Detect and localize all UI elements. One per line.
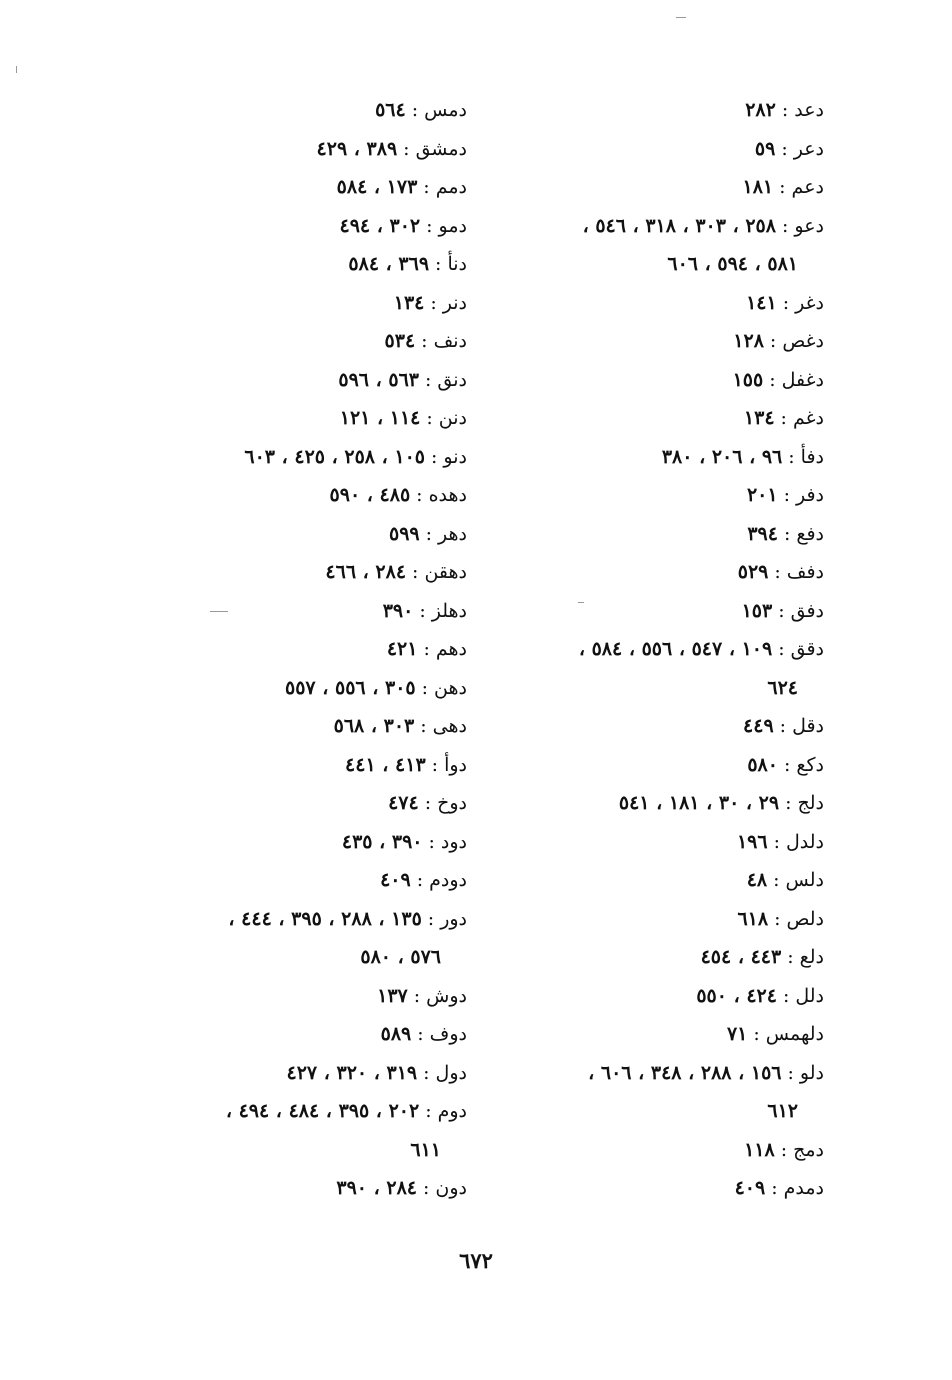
index-entry-continuation [127,1131,467,1170]
scan-mark [16,66,17,73]
index-entry-continuation [484,669,824,708]
entry-separator: : [420,715,427,737]
entry-root: دنأ [447,253,467,275]
entry-separator: : [785,792,792,814]
entry-separator: : [773,869,780,891]
entry-separator: : [779,715,787,737]
entry-root: دهر [438,522,467,545]
entry-root: دلس [785,869,824,891]
index-entry [484,630,824,669]
entry-pages: ٤٢١ [386,638,418,660]
entry-pages: ٥٦٤ [375,99,406,121]
entry-separator: : [782,291,790,314]
index-entry [127,823,467,862]
index-entry [127,207,467,246]
entry-pages: ٥٨٩ [380,1023,412,1045]
entry-root: دفق [790,599,824,622]
entry-root: دون [435,1177,467,1199]
entry-root: دنن [438,407,467,429]
entry-separator: : [421,676,429,699]
entry-root: دغص [782,330,824,352]
entry-root: دفع [796,522,824,545]
index-entry [127,553,467,592]
entry-separator: : [426,407,433,429]
entry-separator: : [783,484,790,506]
entry-root: دمس [424,99,467,121]
entry-separator: : [779,176,786,198]
entry-root: دنو [443,445,467,468]
entry-pages: ٦١٨ [737,907,769,930]
entry-pages: ٥٩٩ [389,522,420,545]
index-entry [484,438,824,477]
entry-separator: : [780,407,787,429]
entry-root: دول [435,1061,467,1084]
entry-separator: : [773,830,780,853]
entry-pages: ٦١١ [410,1138,441,1161]
entry-root: دوأ [444,753,467,776]
entry-pages: ٥٦٣ ، ٥٩٦ [338,368,419,391]
entry-pages: ٥٨١ ، ٥٩٤ ، ٦٠٦ [667,253,798,275]
entry-pages: ١٥٥ [732,368,764,391]
entry-root: دلع [799,946,824,968]
entry-pages: ١٣٧ [377,984,408,1007]
entry-root: دمدم [783,1177,824,1199]
entry-root: دغر [795,291,824,314]
index-entry [127,284,467,323]
entry-pages: ٩٦ ، ٢٠٦ ، ٣٨٠ [661,445,783,468]
entry-separator: : [428,830,435,853]
entry-separator: : [417,1023,424,1045]
entry-pages: ٥٣٤ [384,330,416,352]
entry-separator: : [421,330,428,352]
entry-pages: ٤٨ [746,869,768,891]
index-entry [484,938,824,977]
entry-pages: ٣٩٤ [747,522,778,545]
entry-separator: : [423,176,430,198]
scan-mark [578,602,584,603]
entry-separator: : [783,753,791,776]
entry-separator: : [416,484,423,506]
index-entry [484,900,824,939]
entry-root: دعد [794,99,824,121]
entry-separator: : [430,291,437,314]
entry-separator: : [423,1177,430,1199]
entry-root: دلدل [785,830,824,853]
index-entry [484,1131,824,1170]
entry-pages: ٢٨٤ ، ٤٦٦ [325,561,407,583]
entry-separator: : [769,368,776,391]
index-column-right [484,91,824,1208]
entry-root: دوش [426,984,467,1007]
index-entry [484,515,824,554]
entry-separator: : [435,253,442,275]
entry-separator: : [753,1023,760,1045]
index-entry [484,823,824,862]
entry-separator: : [788,445,795,468]
index-entry [127,1015,467,1054]
entry-root: دوخ [437,792,467,814]
entry-separator: : [424,368,432,391]
entry-pages: ٢٨٤ ، ٣٩٠ [336,1177,417,1199]
index-entry [127,1092,467,1131]
entry-separator: : [774,907,781,930]
entry-separator: : [426,214,433,237]
scan-mark [210,611,228,612]
entry-separator: : [787,1061,794,1084]
entry-pages: ١٤١ [746,291,777,314]
entry-separator: : [771,1177,778,1199]
index-entry [127,861,467,900]
index-entry [127,1054,467,1093]
entry-pages: ٤٢٤ ، ٥٥٠ [696,984,777,1007]
entry-root: دمم [435,176,467,198]
entry-root: دنر [442,291,467,314]
entry-pages: ٥٧٦ ، ٥٨٠ [360,946,441,968]
entry-separator: : [781,137,788,160]
index-entry [127,91,467,130]
index-entry [127,592,467,631]
entry-pages: ٥٩ [754,137,776,160]
entry-root: دهى [432,715,467,737]
index-entry [127,168,467,207]
index-entry [127,476,467,515]
entry-separator: : [782,984,790,1007]
entry-pages: ١٥٣ [741,599,773,622]
entry-pages: ٢٠١ [746,484,778,506]
entry-pages: ٤٧٤ [388,792,419,814]
entry-separator: : [423,1061,430,1084]
entry-separator: : [780,1138,788,1161]
entry-pages: ١١٨ [744,1138,775,1161]
index-entry [484,476,824,515]
entry-pages: ٢٠٢ ، ٣٩٥ ، ٤٨٤ ، ٤٩٤ ، [225,1100,420,1122]
entry-pages: ١٣٥ ، ٢٨٨ ، ٣٩٥ ، ٤٤٤ ، [228,907,422,930]
entry-root: دمو [438,214,467,237]
entry-pages: ٣٨٩ ، ٤٢٩ [316,137,398,160]
index-entry [484,130,824,169]
index-entry [127,515,467,554]
entry-root: دلج [797,792,824,814]
entry-separator: : [781,214,789,237]
entry-root: دنق [437,368,467,391]
entry-separator: : [783,522,791,545]
entry-pages: ٥٨٠ [747,753,778,776]
index-column-left [127,91,467,1208]
entry-separator: : [416,869,424,891]
entry-pages: ٥٢٩ [737,561,769,583]
entry-root: دعم [791,176,824,198]
index-entry [127,630,467,669]
entry-pages: ٢٥٨ ، ٣٠٣ ، ٣١٨ ، ٥٤٦ ، [582,214,776,237]
entry-separator: : [413,984,421,1007]
index-entry [484,784,824,823]
index-entry [127,1169,467,1208]
entry-separator: : [431,753,439,776]
index-entry [484,1169,824,1208]
index-entry [127,669,467,708]
entry-pages: ٣٦٩ ، ٥٨٤ [348,253,430,275]
index-entry [484,361,824,400]
entry-pages: ٦١٢ [767,1100,798,1122]
entry-pages: ٤١٣ ، ٤٤١ [345,753,426,776]
entry-root: دهده [428,484,467,506]
index-entry [127,746,467,785]
entry-pages: ٢٨٢ [745,99,776,121]
entry-pages: ٣٩٠ [382,599,414,622]
entry-root: دهم [435,638,467,660]
index-entry [127,361,467,400]
index-entry-continuation [484,245,824,284]
entry-root: دمشق [415,137,467,160]
index-entry [127,322,467,361]
entry-pages: ١٥٦ ، ٢٨٨ ، ٣٤٨ ، ٦٠٦ ، [588,1061,782,1084]
entry-separator: : [403,137,410,160]
entry-pages: ٦٢٤ [767,676,798,699]
entry-separator: : [431,445,438,468]
entry-pages: ١٧٣ ، ٥٨٤ [336,176,418,198]
index-entry [484,207,824,246]
entry-root: دكع [796,753,824,776]
entry-pages: ١٢٨ [733,330,764,352]
entry-root: دفف [786,561,824,583]
entry-separator: : [778,599,785,622]
index-entry-continuation [127,938,467,977]
entry-pages: ١٨١ [742,176,774,198]
entry-pages: ١٩٦ [736,830,768,853]
index-entry [127,977,467,1016]
index-entry [484,168,824,207]
index-entry [484,861,824,900]
entry-separator: : [778,638,785,660]
index-entry [484,322,824,361]
index-entry [484,399,824,438]
entry-separator: : [781,99,789,121]
index-entry [127,399,467,438]
entry-separator: : [423,638,430,660]
entry-root: دفر [795,484,824,506]
entry-separator: : [425,1100,432,1122]
entry-root: دهن [434,676,467,699]
entry-root: دهقن [424,561,467,583]
entry-pages: ١٣٤ [743,407,775,429]
entry-separator: : [427,907,435,930]
entry-pages: ٤٤٩ [743,715,774,737]
entry-separator: : [412,561,419,583]
index-entry [484,977,824,1016]
entry-separator: : [774,561,781,583]
entry-separator: : [787,946,794,968]
index-entry [484,592,824,631]
index-entry [127,784,467,823]
entry-pages: ٤٨٥ ، ٥٩٠ [329,484,411,506]
entry-root: دعر [793,137,824,160]
entry-root: دهلز [431,599,467,622]
entry-pages: ١٣٤ [393,291,425,314]
index-entry [484,746,824,785]
index-entry [484,284,824,323]
index-entry [127,707,467,746]
entry-root: دور [440,907,467,930]
entry-root: دود [440,830,467,853]
entry-pages: ٧١ [726,1023,748,1045]
entry-pages: ٣٠٣ ، ٥٦٨ [333,715,415,737]
entry-root: دلل [795,984,824,1007]
entry-root: دمج [793,1138,824,1161]
entry-pages: ١٠٥ ، ٢٥٨ ، ٤٢٥ ، ٦٠٣ [244,445,426,468]
entry-pages: ٤٤٣ ، ٤٥٤ [700,946,782,968]
entry-pages: ٤٠٩ [734,1177,766,1199]
index-entry [127,130,467,169]
entry-root: دودم [429,869,467,891]
entry-separator: : [424,792,432,814]
entry-pages: ٤٠٩ [380,869,411,891]
index-entry [484,707,824,746]
entry-root: دفأ [800,445,824,468]
index-entry [484,1015,824,1054]
entry-pages: ٣٩٠ ، ٤٣٥ [341,830,423,853]
entry-root: دلص [786,907,824,930]
entry-separator: : [769,330,777,352]
page-number: ٦٧٢ [459,1248,493,1273]
entry-pages: ٣١٩ ، ٣٢٠ ، ٤٢٧ [286,1061,418,1084]
entry-root: دنف [433,330,467,352]
entry-pages: ٣٠٢ ، ٤٩٤ [339,214,421,237]
entry-root: دوف [429,1023,467,1045]
entry-separator: : [425,522,433,545]
index-entry-continuation [484,1092,824,1131]
entry-separator: : [419,599,426,622]
entry-pages: ١٠٩ ، ٥٤٧ ، ٥٥٦ ، ٥٨٤ ، [578,638,773,660]
index-entry [484,1054,824,1093]
entry-pages: ١١٤ ، ١٢١ [339,407,421,429]
entry-root: دلو [799,1061,824,1084]
index-entry [484,553,824,592]
entry-pages: ٣٠٥ ، ٥٥٦ ، ٥٥٧ [285,676,416,699]
index-entry [127,438,467,477]
index-entry [127,245,467,284]
entry-separator: : [411,99,419,121]
entry-root: دغفل [781,368,824,391]
entry-root: دقق [790,638,824,660]
entry-root: دقل [792,715,824,737]
entry-root: دوم [437,1100,467,1122]
index-entry [127,900,467,939]
index-entry [484,91,824,130]
entry-root: دعو [794,214,824,237]
scan-mark [676,17,686,18]
entry-pages: ٢٩ ، ٣٠ ، ١٨١ ، ٥٤١ [618,792,780,814]
entry-root: دغم [792,407,824,429]
entry-root: دلهمس [765,1023,824,1045]
